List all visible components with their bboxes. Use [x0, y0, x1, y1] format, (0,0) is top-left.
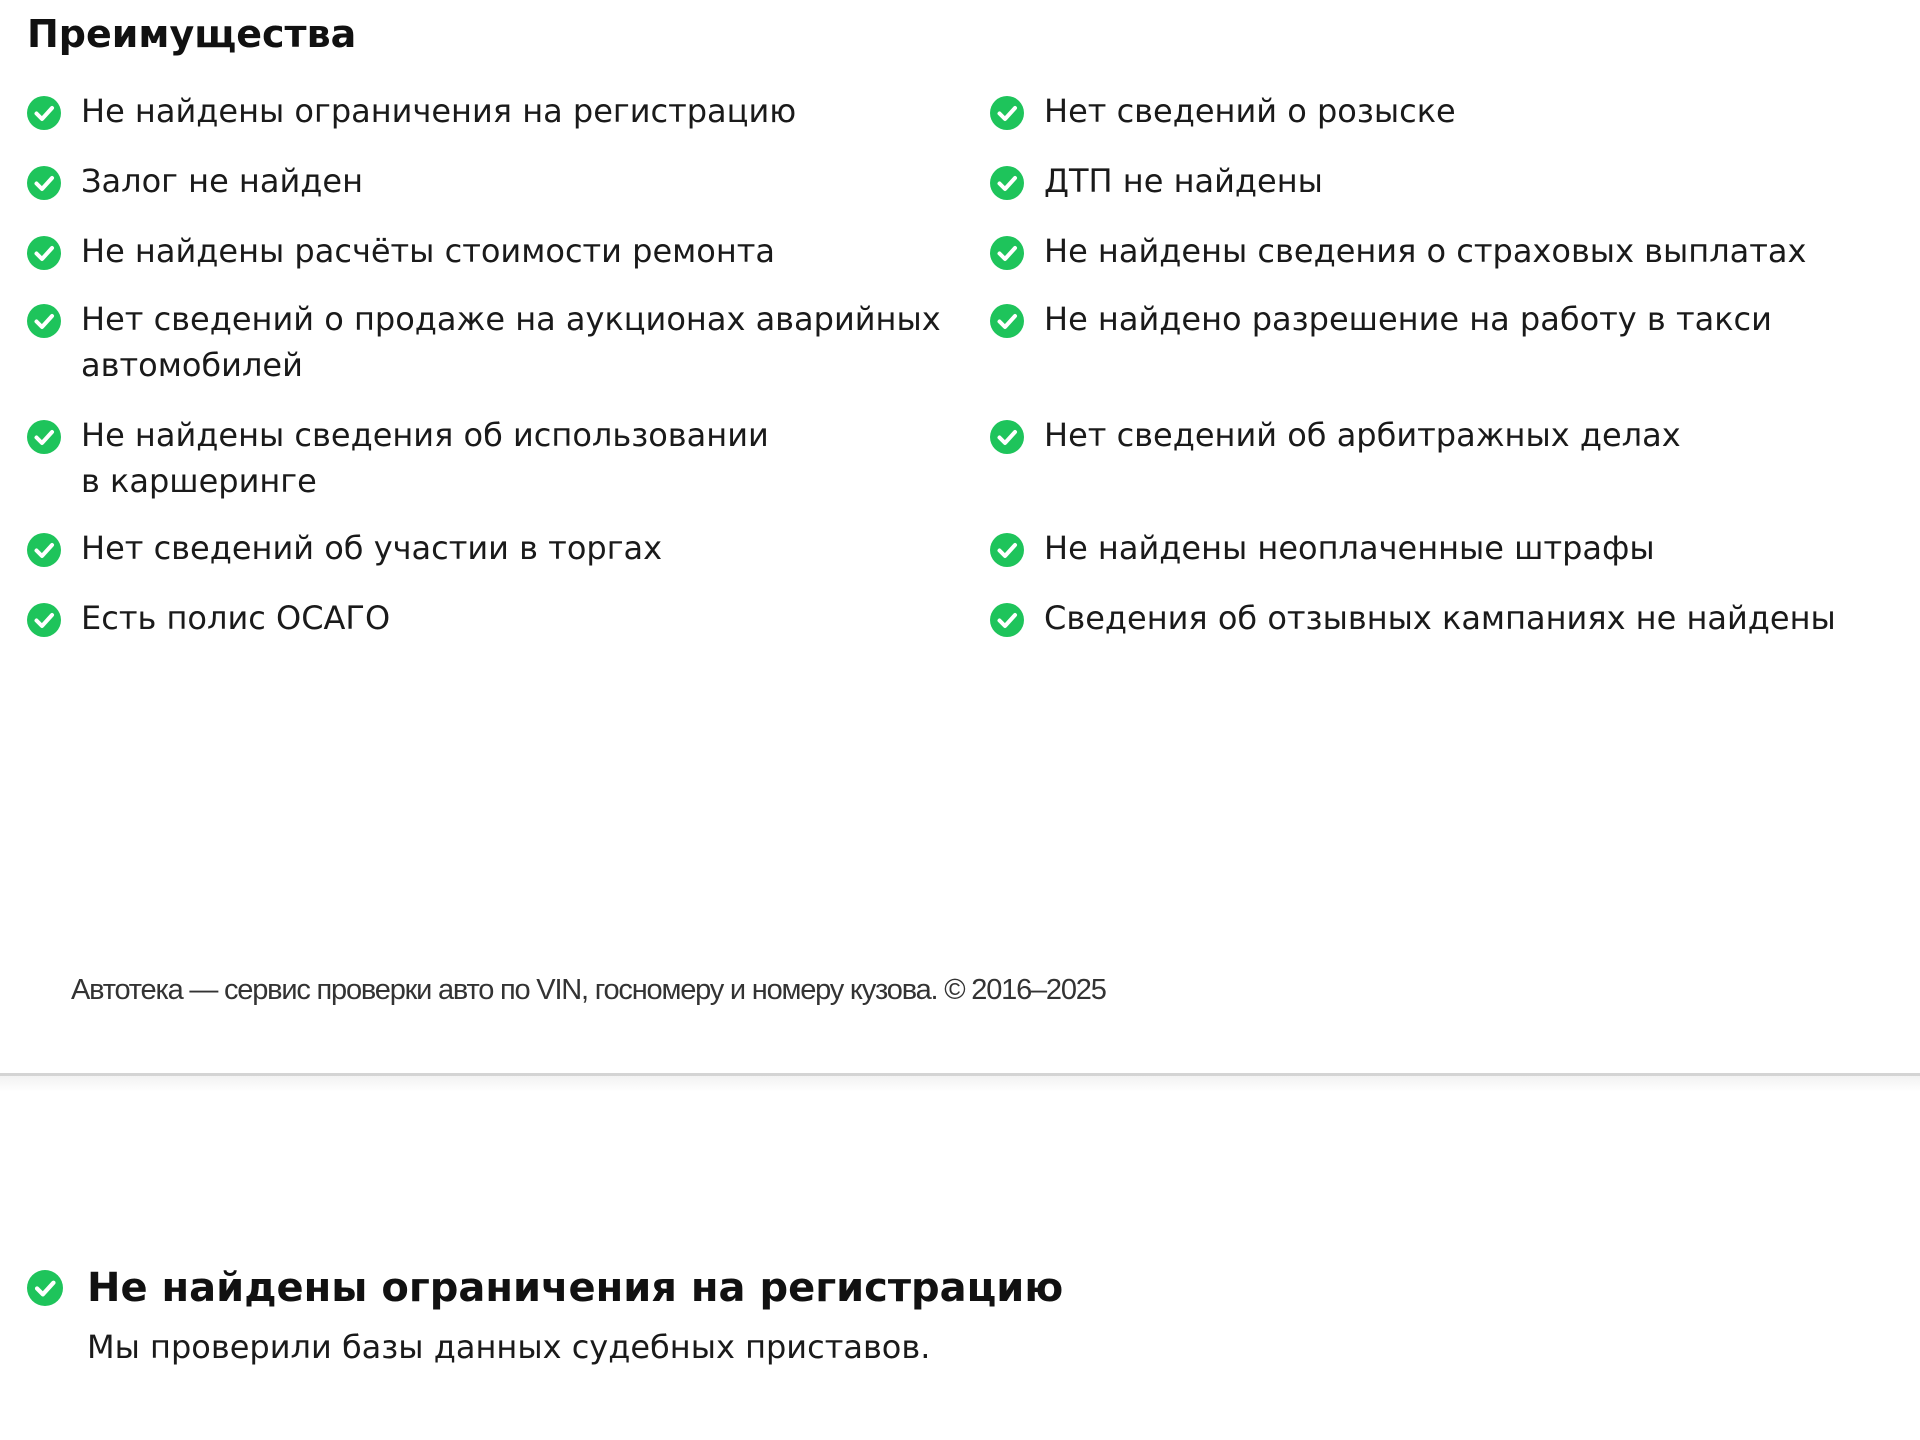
advantage-text: Нет сведений о розыске — [1044, 92, 1456, 130]
advantage-text: Не найдены сведения об использовании в каршеринге — [81, 416, 769, 500]
check-circle-icon — [990, 603, 1024, 637]
check-circle-icon — [27, 1270, 63, 1306]
check-circle-icon — [990, 533, 1024, 567]
check-circle-icon — [990, 96, 1024, 130]
advantage-text: Нет сведений об участии в торгах — [81, 529, 663, 567]
advantage-item — [27, 88, 967, 158]
advantage-item — [27, 412, 967, 525]
check-circle-icon — [990, 166, 1024, 200]
footer-copyright: Автотека — сервис проверки авто по VIN, госномеру и номеру кузова. © 2016–2025 — [71, 974, 1106, 1006]
advantage-text: Нет сведений о продаже на аукционах аварийных автомобилей — [81, 300, 941, 384]
advantage-text: Не найдены расчёты стоимости ремонта — [81, 232, 776, 270]
detail-section — [27, 1260, 1827, 1370]
advantage-text: Есть полис ОСАГО — [81, 599, 391, 637]
advantage-item — [27, 228, 967, 296]
advantage-text: ДТП не найдены — [1044, 162, 1323, 200]
check-circle-icon — [27, 96, 61, 130]
detail-description: Мы проверили базы данных судебных приставов. — [87, 1328, 931, 1366]
advantage-item — [990, 88, 1890, 158]
detail-header — [27, 1260, 1827, 1316]
check-circle-icon — [990, 236, 1024, 270]
advantage-item — [990, 525, 1890, 595]
advantages-right-column — [990, 88, 1890, 665]
check-circle-icon — [27, 166, 61, 200]
advantages-left-column — [27, 88, 967, 665]
advantage-item — [990, 228, 1890, 296]
check-circle-icon — [27, 304, 61, 338]
advantage-item — [27, 525, 967, 595]
advantage-text: Сведения об отзывных кампаниях не найдены — [1044, 599, 1836, 637]
check-circle-icon — [27, 603, 61, 637]
advantage-item — [990, 296, 1890, 412]
advantage-text: Не найдено разрешение на работу в такси — [1044, 300, 1772, 338]
check-circle-icon — [990, 304, 1024, 338]
advantage-item — [990, 158, 1890, 228]
advantage-item — [27, 296, 967, 412]
check-circle-icon — [27, 533, 61, 567]
advantage-text: Нет сведений об арбитражных делах — [1044, 416, 1681, 454]
advantage-item — [27, 595, 967, 665]
advantage-text: Не найдены сведения о страховых выплатах — [1044, 232, 1807, 270]
advantage-text: Не найдены неоплаченные штрафы — [1044, 529, 1655, 567]
detail-title: Не найдены ограничения на регистрацию — [87, 1265, 1064, 1311]
check-circle-icon — [27, 236, 61, 270]
check-circle-icon — [990, 420, 1024, 454]
section-title: Преимущества — [27, 12, 357, 56]
advantage-item — [27, 158, 967, 228]
check-circle-icon — [27, 420, 61, 454]
page-divider-shadow — [0, 1076, 1920, 1092]
advantage-text: Залог не найден — [81, 162, 363, 200]
advantage-item — [990, 412, 1890, 525]
advantage-text: Не найдены ограничения на регистрацию — [81, 92, 797, 130]
advantage-item — [990, 595, 1890, 665]
